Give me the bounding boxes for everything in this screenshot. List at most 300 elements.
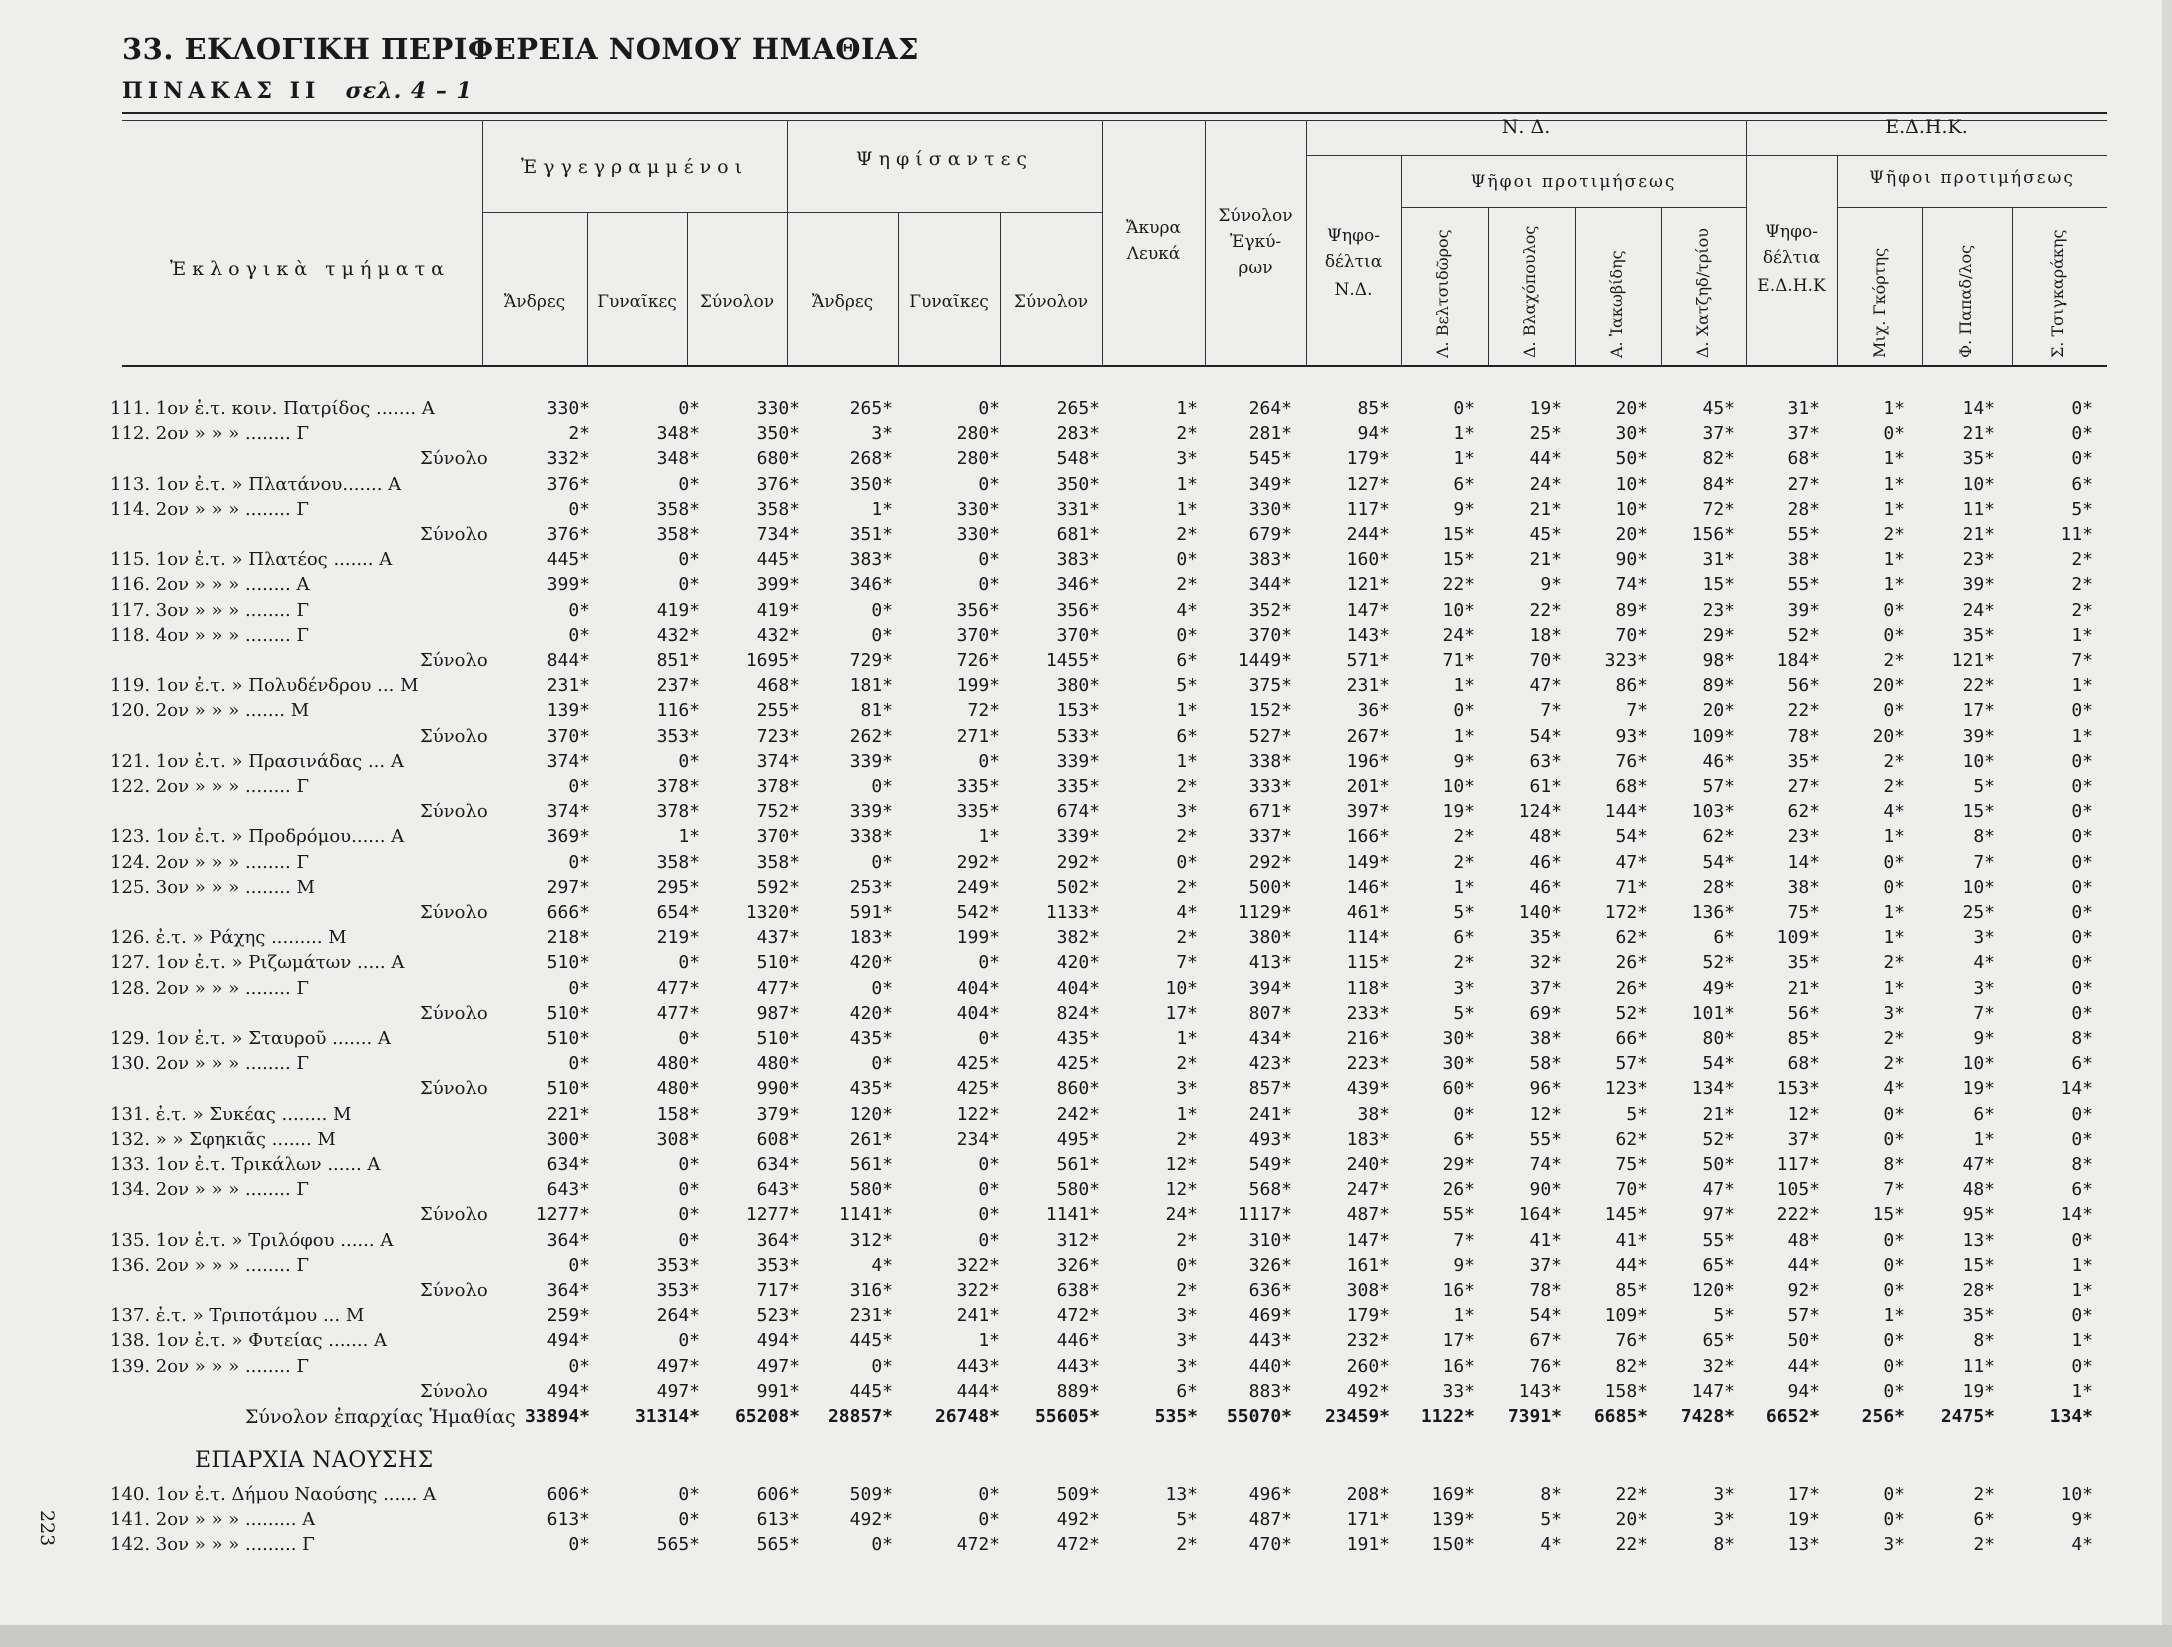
cell-col-9: 115* [1346, 952, 1390, 974]
row-label: 111. 1ον ἐ.τ. κοιν. Πατρίδος ....... Α [110, 398, 435, 419]
cell-col-15: 2* [1883, 1028, 1905, 1049]
cell-col-3: 419* [756, 599, 800, 621]
cell-col-6: 824* [1056, 1002, 1100, 1024]
cell-col-7: 1* [1176, 498, 1198, 520]
cell-col-2: 378* [656, 801, 700, 823]
cell-col-5: 404* [956, 1002, 1000, 1024]
cell-col-8: 857* [1248, 1078, 1292, 1100]
cell-col-14: 19* [1787, 1509, 1820, 1530]
cell-col-1: 666* [546, 902, 590, 923]
cell-col-6: 472* [1056, 1305, 1100, 1327]
hdr-cand-7: Σ. Τσιγκαράκης [2048, 229, 2067, 358]
page-number: 223 [36, 1510, 58, 1547]
cell-col-15: 3* [1883, 1002, 1905, 1024]
cell-col-9: 191* [1346, 1534, 1390, 1555]
cell-col-7: 0* [1176, 549, 1198, 571]
cell-col-17: 14* [2060, 1204, 2093, 1226]
cell-col-9: 244* [1346, 524, 1390, 545]
cell-col-4: 0* [871, 1534, 893, 1555]
cell-col-5: 0* [978, 1229, 1000, 1251]
cell-col-10: 29* [1442, 1154, 1475, 1175]
cell-col-7: 2* [1176, 1280, 1198, 1301]
table-row [0, 1154, 2172, 1180]
cell-col-1: 0* [568, 1053, 590, 1075]
row-label: 133. 1ον ἐ.τ. Τρικάλων ...... Α [110, 1154, 381, 1175]
cell-col-1: 33894* [524, 1406, 590, 1427]
cell-col-9: 38* [1357, 1103, 1390, 1125]
cell-col-4: 262* [849, 725, 893, 747]
cell-col-13: 54* [1702, 1053, 1735, 1075]
cell-col-8: 1449* [1237, 650, 1292, 671]
cell-col-14: 55* [1787, 574, 1820, 596]
cell-col-1: 510* [546, 1002, 590, 1024]
cell-col-3: 432* [756, 624, 800, 646]
table-row [0, 877, 2172, 903]
cell-col-12: 22* [1615, 1484, 1648, 1505]
cell-col-16: 6* [1973, 1509, 1995, 1530]
cell-col-11: 90* [1529, 1179, 1562, 1201]
cell-col-14: 85* [1787, 1028, 1820, 1049]
cell-col-5: 443* [956, 1355, 1000, 1377]
row-label: 127. 1ον ἐ.τ. » Ριζωμάτων ..... Α [110, 952, 405, 974]
cell-col-14: 222* [1776, 1204, 1820, 1226]
cell-col-11: 46* [1529, 876, 1562, 898]
table-subtotal-row [0, 1003, 2172, 1029]
vline-16 [1922, 207, 1923, 365]
cell-col-10: 9* [1453, 1254, 1475, 1276]
hdr-cand-1: Λ. Βελτσιδῶρος [1433, 229, 1452, 358]
cell-col-17: 5* [2071, 498, 2093, 520]
row-label: Σύνολο [420, 801, 488, 823]
row-label: Σύνολο [420, 1204, 488, 1226]
cell-col-10: 1122* [1420, 1406, 1475, 1427]
cell-col-2: 158* [656, 1103, 700, 1125]
cell-col-1: 510* [546, 1028, 590, 1049]
table-subtotal-row [0, 1381, 2172, 1407]
cell-col-13: 101* [1691, 1002, 1735, 1024]
cell-col-14: 17* [1787, 1484, 1820, 1505]
cell-col-9: 127* [1346, 473, 1390, 495]
cell-col-10: 1* [1453, 448, 1475, 470]
cell-col-4: 591* [849, 902, 893, 923]
cell-col-12: 93* [1615, 725, 1648, 747]
cell-col-1: 364* [546, 1229, 590, 1251]
cell-col-5: 0* [978, 1204, 1000, 1226]
cell-col-3: 634* [756, 1154, 800, 1175]
cell-col-15: 7* [1883, 1179, 1905, 1201]
cell-col-8: 375* [1248, 675, 1292, 697]
cell-col-8: 241* [1248, 1103, 1292, 1125]
vline-7 [1102, 120, 1103, 365]
cell-col-15: 1* [1883, 473, 1905, 495]
cell-col-9: 232* [1346, 1330, 1390, 1352]
hdr-edik-ballots-1: Ψηφο- [1765, 222, 1818, 242]
cell-col-14: 56* [1787, 1002, 1820, 1024]
cell-col-14: 39* [1787, 599, 1820, 621]
cell-col-8: 337* [1248, 826, 1292, 848]
table-total-row [0, 1406, 2172, 1432]
cell-col-1: 0* [568, 498, 590, 520]
cell-col-10: 1* [1453, 423, 1475, 445]
cell-col-1: 0* [568, 977, 590, 999]
cell-col-17: 8* [2071, 1154, 2093, 1175]
cell-col-14: 44* [1787, 1254, 1820, 1276]
cell-col-15: 256* [1861, 1406, 1905, 1427]
cell-col-17: 1* [2071, 675, 2093, 697]
cell-col-14: 37* [1787, 1128, 1820, 1150]
cell-col-1: 634* [546, 1154, 590, 1175]
cell-col-16: 2475* [1940, 1406, 1995, 1427]
cell-col-14: 153* [1776, 1078, 1820, 1100]
cell-col-2: 116* [656, 700, 700, 722]
table-row [0, 499, 2172, 525]
cell-col-16: 21* [1962, 423, 1995, 445]
cell-col-1: 370* [546, 725, 590, 747]
cell-col-15: 1* [1883, 1305, 1905, 1327]
hdr-edik-ballots-2: δέλτια [1762, 248, 1821, 268]
cell-col-10: 139* [1431, 1509, 1475, 1530]
cell-col-15: 1* [1883, 498, 1905, 520]
cell-col-12: 5* [1626, 1103, 1648, 1125]
table-row [0, 398, 2172, 424]
cell-col-13: 3* [1713, 1509, 1735, 1530]
cell-col-7: 2* [1176, 1128, 1198, 1150]
cell-col-12: 26* [1615, 977, 1648, 999]
cell-col-7: 12* [1165, 1154, 1198, 1175]
cell-col-2: 0* [678, 1509, 700, 1530]
cell-col-14: 37* [1787, 423, 1820, 445]
cell-col-4: 253* [849, 876, 893, 898]
cell-col-7: 5* [1176, 675, 1198, 697]
row-label: 122. 2ον » » » ........ Γ [110, 776, 309, 797]
cell-col-11: 21* [1529, 549, 1562, 571]
cell-col-17: 134* [2049, 1406, 2093, 1427]
cell-col-17: 2* [2071, 574, 2093, 596]
row-label: 128. 2ον » » » ........ Γ [110, 977, 309, 999]
cell-col-9: 183* [1346, 1128, 1390, 1150]
cell-col-9: 201* [1346, 776, 1390, 797]
cell-col-14: 78* [1787, 725, 1820, 747]
cell-col-14: 117* [1776, 1154, 1820, 1175]
cell-col-9: 179* [1346, 1305, 1390, 1327]
cell-col-5: 0* [978, 473, 1000, 495]
table-row [0, 675, 2172, 701]
cell-col-9: 118* [1346, 977, 1390, 999]
row-label: 114. 2ον » » » ........ Γ [110, 498, 309, 520]
cell-col-12: 172* [1604, 902, 1648, 923]
cell-col-8: 310* [1248, 1229, 1292, 1251]
cell-col-3: 1320* [745, 902, 800, 923]
hdr-edik-ballots-3: Ε.Δ.Η.Κ [1757, 276, 1826, 296]
cell-col-9: 492* [1346, 1380, 1390, 1402]
cell-col-5: 292* [956, 851, 1000, 873]
cell-col-3: 613* [756, 1509, 800, 1530]
cell-col-9: 240* [1346, 1154, 1390, 1175]
cell-col-1: 221* [546, 1103, 590, 1125]
cell-col-17: 4* [2071, 1534, 2093, 1555]
cell-col-2: 0* [678, 1330, 700, 1352]
cell-col-10: 1* [1453, 725, 1475, 747]
cell-col-6: 404* [1056, 977, 1100, 999]
cell-col-10: 1* [1453, 1305, 1475, 1327]
cell-col-7: 1* [1176, 398, 1198, 419]
cell-col-10: 9* [1453, 498, 1475, 520]
cell-col-14: 105* [1776, 1179, 1820, 1201]
row-label: Σύνολο [420, 650, 488, 671]
cell-col-4: 561* [849, 1154, 893, 1175]
cell-col-3: 1277* [745, 1204, 800, 1226]
cell-col-6: 860* [1056, 1078, 1100, 1100]
cell-col-10: 6* [1453, 1128, 1475, 1150]
cell-col-10: 17* [1442, 1330, 1475, 1352]
cell-col-4: 4* [871, 1254, 893, 1276]
cell-col-2: 358* [656, 851, 700, 873]
cell-col-13: 80* [1702, 1028, 1735, 1049]
cell-col-7: 4* [1176, 599, 1198, 621]
cell-col-16: 48* [1962, 1179, 1995, 1201]
cell-col-14: 48* [1787, 1229, 1820, 1251]
cell-col-7: 3* [1176, 1355, 1198, 1377]
row-label: 123. 1ον ἐ.τ. » Προδρόμου...... Α [110, 826, 405, 848]
cell-col-4: 509* [849, 1484, 893, 1505]
cell-col-6: 580* [1056, 1179, 1100, 1201]
cell-col-3: 480* [756, 1053, 800, 1075]
cell-col-4: 346* [849, 574, 893, 596]
cell-col-12: 76* [1615, 1330, 1648, 1352]
cell-col-14: 56* [1787, 675, 1820, 697]
hdr-edik: Ε.Δ.Η.Κ. [1885, 116, 1968, 138]
cell-col-15: 0* [1883, 599, 1905, 621]
cell-col-4: 729* [849, 650, 893, 671]
cell-col-12: 145* [1604, 1204, 1648, 1226]
row-label: Σύνολο [420, 725, 488, 747]
cell-col-2: 353* [656, 725, 700, 747]
cell-col-15: 3* [1883, 1534, 1905, 1555]
cell-col-1: 369* [546, 826, 590, 848]
cell-col-17: 1* [2071, 725, 2093, 747]
cell-col-12: 10* [1615, 498, 1648, 520]
cell-col-8: 330* [1248, 498, 1292, 520]
cell-col-16: 21* [1962, 524, 1995, 545]
cell-col-15: 0* [1883, 1355, 1905, 1377]
cell-col-1: 613* [546, 1509, 590, 1530]
hdr-cand-2: Δ. Βλαχόπουλος [1520, 225, 1539, 358]
cell-col-4: 338* [849, 826, 893, 848]
cell-col-8: 423* [1248, 1053, 1292, 1075]
cell-col-5: 0* [978, 1509, 1000, 1530]
cell-col-17: 0* [2071, 1002, 2093, 1024]
cell-col-5: 122* [956, 1103, 1000, 1125]
cell-col-16: 39* [1962, 725, 1995, 747]
cell-col-12: 70* [1615, 624, 1648, 646]
cell-col-16: 35* [1962, 624, 1995, 646]
hdr-valid-3: ρων [1238, 258, 1273, 278]
vline-13 [1661, 207, 1662, 365]
cell-col-1: 445* [546, 549, 590, 571]
cell-col-3: 565* [756, 1534, 800, 1555]
cell-col-6: 495* [1056, 1128, 1100, 1150]
cell-col-12: 62* [1615, 927, 1648, 949]
row-label: 129. 1ον ἐ.τ. » Σταυροῦ ....... Α [110, 1028, 391, 1049]
cell-col-5: 370* [956, 624, 1000, 646]
cell-col-9: 166* [1346, 826, 1390, 848]
row-label: 135. 1ον ἐ.τ. » Τριλόφου ...... Α [110, 1229, 394, 1251]
cell-col-16: 17* [1962, 700, 1995, 722]
cell-col-5: 0* [978, 574, 1000, 596]
cell-col-9: 146* [1346, 876, 1390, 898]
cell-col-17: 6* [2071, 473, 2093, 495]
cell-col-5: 0* [978, 1154, 1000, 1175]
cell-col-13: 7428* [1680, 1406, 1735, 1427]
cell-col-10: 71* [1442, 650, 1475, 671]
hdr-nd-ballots-3: Ν.Δ. [1334, 280, 1373, 300]
cell-col-10: 15* [1442, 524, 1475, 545]
hdr-cand-5: Μιχ. Γκόρτης [1870, 247, 1889, 358]
cell-col-8: 443* [1248, 1330, 1292, 1352]
cell-col-10: 24* [1442, 624, 1475, 646]
cell-col-10: 150* [1431, 1534, 1475, 1555]
cell-col-12: 144* [1604, 801, 1648, 823]
hdr-registered-men: Ἄνδρες [503, 292, 566, 312]
cell-col-17: 0* [2071, 1128, 2093, 1150]
cell-col-11: 25* [1529, 423, 1562, 445]
cell-col-6: 335* [1056, 776, 1100, 797]
cell-col-5: 249* [956, 876, 1000, 898]
cell-col-17: 0* [2071, 423, 2093, 445]
cell-col-9: 161* [1346, 1254, 1390, 1276]
cell-col-8: 500* [1248, 876, 1292, 898]
table-label [122, 78, 473, 104]
cell-col-9: 171* [1346, 1509, 1390, 1530]
cell-col-11: 140* [1518, 902, 1562, 923]
cell-col-3: 353* [756, 1254, 800, 1276]
cell-col-13: 47* [1702, 1179, 1735, 1201]
row-label: 131. ἐ.τ. » Συκέας ........ Μ [110, 1103, 352, 1125]
cell-col-3: 680* [756, 448, 800, 470]
cell-col-13: 54* [1702, 851, 1735, 873]
cell-col-2: 654* [656, 902, 700, 923]
cell-col-8: 545* [1248, 448, 1292, 470]
cell-col-15: 1* [1883, 398, 1905, 419]
cell-col-3: 350* [756, 423, 800, 445]
cell-col-7: 3* [1176, 1305, 1198, 1327]
vline-3 [687, 212, 688, 365]
cell-col-12: 62* [1615, 1128, 1648, 1150]
cell-col-10: 0* [1453, 398, 1475, 419]
cell-col-14: 92* [1787, 1280, 1820, 1301]
cell-col-7: 3* [1176, 448, 1198, 470]
cell-col-10: 6* [1453, 927, 1475, 949]
row-label: 118. 4ον » » » ........ Γ [110, 624, 309, 646]
cell-col-11: 4* [1540, 1534, 1562, 1555]
row-label: 112. 2ον » » » ........ Γ [110, 423, 309, 445]
cell-col-6: 561* [1056, 1154, 1100, 1175]
cell-col-2: 0* [678, 1154, 700, 1175]
cell-col-5: 330* [956, 498, 1000, 520]
cell-col-6: 339* [1056, 750, 1100, 772]
cell-col-6: 326* [1056, 1254, 1100, 1276]
cell-col-7: 12* [1165, 1179, 1198, 1201]
cell-col-13: 52* [1702, 952, 1735, 974]
cell-col-2: 432* [656, 624, 700, 646]
cell-col-9: 196* [1346, 750, 1390, 772]
cell-col-4: 120* [849, 1103, 893, 1125]
cell-col-16: 11* [1962, 1355, 1995, 1377]
cell-col-8: 349* [1248, 473, 1292, 495]
cell-col-8: 487* [1248, 1509, 1292, 1530]
cell-col-5: 1* [978, 1330, 1000, 1352]
cell-col-11: 67* [1529, 1330, 1562, 1352]
cell-col-16: 2* [1973, 1484, 1995, 1505]
cell-col-14: 28* [1787, 498, 1820, 520]
cell-col-6: 1133* [1045, 902, 1100, 923]
cell-col-7: 3* [1176, 801, 1198, 823]
cell-col-11: 54* [1529, 725, 1562, 747]
cell-col-10: 5* [1453, 1002, 1475, 1024]
cell-col-5: 0* [978, 398, 1000, 419]
cell-col-15: 0* [1883, 1380, 1905, 1402]
hdr-voted-men: Ἄνδρες [811, 292, 874, 312]
cell-col-3: 1695* [745, 650, 800, 671]
cell-col-12: 70* [1615, 1179, 1648, 1201]
table-row [0, 1509, 2172, 1535]
cell-col-9: 85* [1357, 398, 1390, 419]
cell-col-5: 472* [956, 1534, 1000, 1555]
cell-col-13: 62* [1702, 826, 1735, 848]
cell-col-10: 26* [1442, 1179, 1475, 1201]
cell-col-16: 7* [1973, 851, 1995, 873]
cell-col-4: 580* [849, 1179, 893, 1201]
cell-col-2: 851* [656, 650, 700, 671]
cell-col-4: 0* [871, 599, 893, 621]
cell-col-17: 0* [2071, 1355, 2093, 1377]
cell-col-11: 47* [1529, 675, 1562, 697]
cell-col-4: 445* [849, 1330, 893, 1352]
cell-col-3: 608* [756, 1128, 800, 1150]
header-rule-bottom [122, 365, 2107, 367]
cell-col-9: 121* [1346, 574, 1390, 596]
cell-col-16: 2* [1973, 1534, 1995, 1555]
cell-col-2: 0* [678, 1179, 700, 1201]
cell-col-12: 22* [1615, 1534, 1648, 1555]
cell-col-13: 52* [1702, 1128, 1735, 1150]
cell-col-11: 54* [1529, 1305, 1562, 1327]
cell-col-10: 22* [1442, 574, 1475, 596]
cell-col-4: 268* [849, 448, 893, 470]
cell-col-3: 497* [756, 1355, 800, 1377]
cell-col-3: 255* [756, 700, 800, 722]
cell-col-2: 358* [656, 524, 700, 545]
cell-col-9: 147* [1346, 1229, 1390, 1251]
row-label: 120. 2ον » » » ....... Μ [110, 700, 310, 722]
row-label: 142. 3ον » » » ......... Γ [110, 1534, 315, 1555]
cell-col-6: 472* [1056, 1534, 1100, 1555]
cell-col-15: 1* [1883, 902, 1905, 923]
row-label: 119. 1ον ἐ.τ. » Πολυδένδρου ... Μ [110, 675, 419, 697]
table-subtotal-row [0, 524, 2172, 550]
cell-col-17: 1* [2071, 1330, 2093, 1352]
cell-col-2: 0* [678, 398, 700, 419]
hdr-registered-women: Γυναῖκες [597, 292, 677, 312]
cell-col-8: 679* [1248, 524, 1292, 545]
hdr-edik-pref: Ψῆφοι προτιμήσεως [1869, 168, 2075, 188]
cell-col-4: 435* [849, 1028, 893, 1049]
cell-col-15: 1* [1883, 549, 1905, 571]
cell-col-15: 2* [1883, 650, 1905, 671]
cell-col-2: 1* [678, 826, 700, 848]
cell-col-1: 332* [546, 448, 590, 470]
cell-col-3: 358* [756, 851, 800, 873]
